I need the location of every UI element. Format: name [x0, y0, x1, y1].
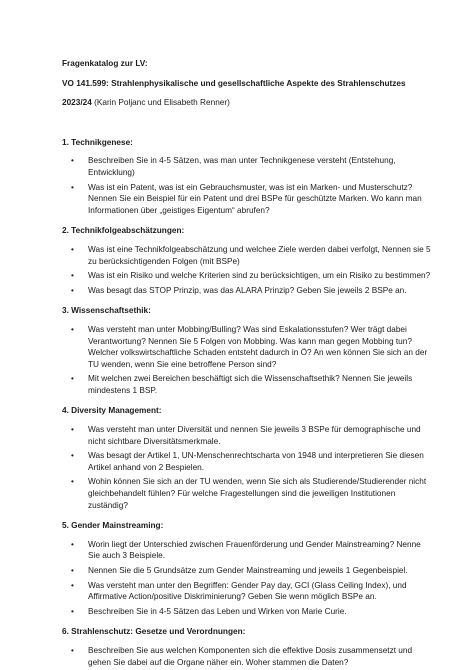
section-gender-mainstreaming — [62, 520, 434, 617]
bullet-icon: • — [71, 425, 74, 435]
bullet-icon: • — [71, 182, 74, 192]
semester-line — [62, 97, 434, 109]
question-item — [62, 373, 434, 396]
question-item — [62, 476, 434, 511]
question-item — [62, 270, 434, 282]
section-wissenschaftsethik — [62, 305, 434, 396]
bullet-icon: • — [71, 324, 74, 334]
section-title: 4. Diversity Management: — [62, 406, 162, 416]
document-heading: Fragenkatalog zur LV: — [62, 59, 148, 68]
question-item — [62, 244, 434, 267]
bullet-icon: • — [71, 271, 74, 281]
question-item — [62, 539, 434, 562]
section-title: 3. Wissenschaftsethik: — [62, 306, 151, 316]
question-text: Was versteht man unter den Begriffen: Gender Pay day, GCI (Glass Ceiling Index), und Affirmative Action/positive Diskriminierung? Geben Sie wenn möglich BSPe an. — [88, 580, 407, 602]
section-title: 5. Gender Mainstreaming: — [62, 521, 164, 531]
question-text: Nennen Sie die 5 Grundsätze zum Gender Mainstreaming und jeweils 1 Gegenbeispiel. — [88, 566, 408, 575]
section-title: 6. Strahlenschutz: Gesetze und Verordnungen: — [62, 627, 246, 637]
question-item — [62, 182, 434, 217]
question-item — [62, 424, 434, 447]
question-item — [62, 155, 434, 178]
section-diversity-management — [62, 405, 434, 511]
bullet-icon: • — [71, 451, 74, 461]
bullet-icon: • — [71, 566, 74, 575]
question-text: Beschreiben Sie aus welchen Komponenten sich die effektive Dosis zusammensetzt und gehen Sie dabei auf die Organe näher ein. Woher stammen die Daten? — [88, 645, 413, 667]
bullet-icon: • — [71, 645, 74, 655]
section-title: 2. Technikfolgeabschätzungen: — [62, 226, 185, 236]
section-technikgenese — [62, 137, 434, 217]
question-item — [62, 324, 434, 370]
question-item — [62, 645, 434, 668]
question-text: Was besagt der Artikel 1, UN-Menschenrechtscharta von 1948 und interpretieren Sie diesen Artikel anhand von 2 Bespielen. — [88, 451, 424, 472]
bullet-icon: • — [71, 374, 74, 384]
section-technikfolgeabschaetzungen — [62, 225, 434, 296]
bullet-icon: • — [71, 580, 74, 590]
course-title: VO 141.599: Strahlenphysikalische und gesellschaftliche Aspekte des Strahlenschutzes — [62, 78, 406, 88]
question-text: Was ist eine Technikfolgeabschätzung und welchee Ziele werden dabei verfolgt, Nennen sie 5 zu berücksichtigenden Folgen (mit BSPe) — [88, 244, 431, 266]
bullet-icon: • — [71, 539, 74, 549]
question-text: Mit welchen zwei Bereichen beschäftigt sich die Wissenschaftsethik? Nennen Sie jeweils mindestens 1 BSP. — [88, 374, 413, 395]
bullet-icon: • — [71, 285, 74, 295]
section-title: 1. Technikgenese: — [62, 137, 133, 147]
bullet-icon: • — [71, 244, 74, 254]
question-list — [62, 539, 434, 618]
question-item — [62, 565, 434, 577]
question-text: Worin liegt der Unterschied zwischen Frauenförderung und Gender Mainstreaming? Nenne Sie auch 3 Beispiele. — [88, 539, 421, 561]
question-text: Was versteht man unter Diversität und nennen Sie jeweils 3 BSPe für demographische und nicht sichtbare Diversitätsmerkmale. — [88, 425, 421, 446]
question-item — [62, 450, 434, 473]
question-text: Wohin können Sie sich an der TU wenden, wenn Sie sich als Studierende/Studierender nicht gleichbehandelt fühlen? Für welche Fragestellungen sind die jeweiligen Institutionen zuständig? — [88, 477, 427, 510]
section-strahlenschutz — [62, 626, 434, 668]
question-item — [62, 285, 434, 297]
authors: (Karin Poljanc und Elisabeth Renner) — [91, 98, 230, 108]
question-text: Was ist ein Risiko und welche Kriterien sind zu berücksichtigen, um ein Risiko zu bestimmen? — [88, 271, 431, 281]
semester-year: 2023/24 — [62, 98, 92, 108]
question-list — [62, 155, 434, 216]
bullet-icon: • — [71, 606, 74, 616]
question-text: Beschreiben Sie in 4-5 Sätzen, was man unter Technikgenese versteht (Entstehung, Entwicklung) — [88, 156, 396, 177]
question-list — [62, 324, 434, 397]
question-text: Was ist ein Patent, was ist ein Gebrauchsmuster, was ist ein Marken- und Musterschutz? Nennen Sie ein Beispiel für ein Patent und drei BSPe für geschützte Marken. Wo kann man Informationen über „geistiges Eigentum“ abrufen? — [88, 182, 422, 215]
question-text: Was besagt das STOP Prinzip, was das ALARA Prinzip? Geben Sie jeweils 2 BSPe an. — [88, 285, 407, 295]
question-list — [62, 244, 434, 296]
question-text: Beschreiben Sie in 4-5 Sätzen das Leben und Wirken von Marie Curie. — [88, 606, 347, 616]
question-list — [62, 645, 434, 668]
question-item — [62, 606, 434, 618]
bullet-icon: • — [71, 477, 74, 487]
question-item — [62, 580, 434, 603]
question-list — [62, 424, 434, 511]
question-text: Was versteht man unter Mobbing/Bulling? Was sind Eskalationsstufen? Wer trägt dabei Verantwortung? Nennen Sie 5 Folgen von Mobbing. Was kann man gegen Mobbing tun? Welcher volkswirtschaftliche Schaden entsteht dadurch in Ö? An wen können Sie sich an der TU wenden, wenn Sie eine betroffene Person sind? — [88, 324, 428, 369]
bullet-icon: • — [71, 156, 74, 166]
